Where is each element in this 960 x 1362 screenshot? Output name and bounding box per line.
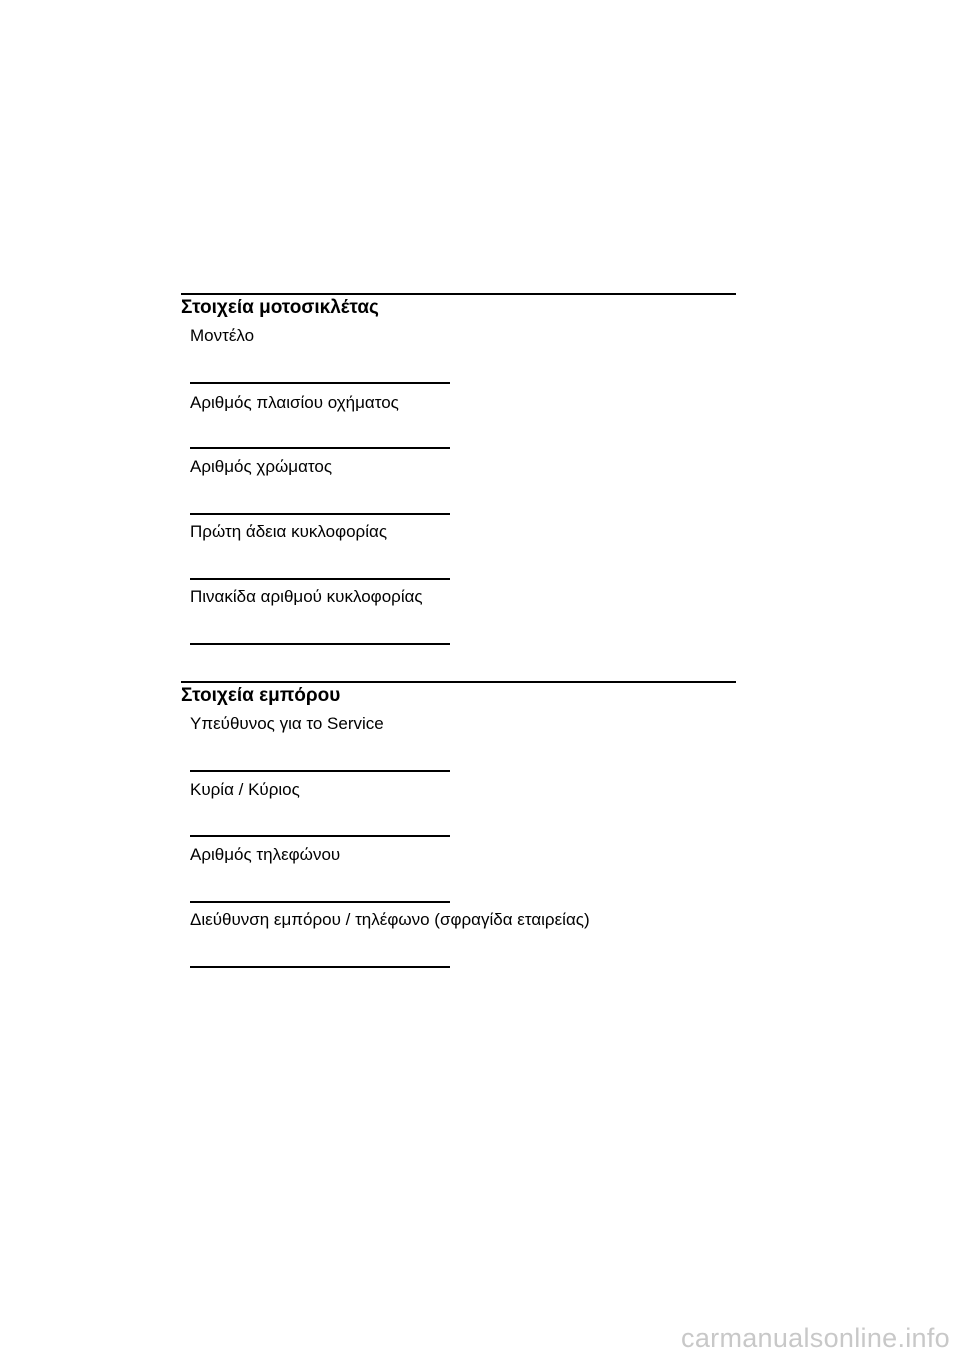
section-divider (181, 681, 736, 683)
field-label-dealer-address: Διεύθυνση εμπόρου / τηλέφωνο (σφραγίδα εταιρείας) (190, 910, 590, 929)
field-salutation (190, 779, 610, 839)
field-service-contact (190, 713, 610, 773)
field-vin (190, 392, 610, 452)
field-input-line-license-plate[interactable] (190, 643, 450, 645)
field-label-service-contact: Υπεύθυνος για το Service (190, 714, 384, 733)
field-label-vin: Αριθμός πλαισίου οχήματος (190, 393, 399, 412)
field-input-line-model[interactable] (190, 382, 450, 384)
field-color-number (190, 456, 610, 516)
field-label-first-registration: Πρώτη άδεια κυκλοφορίας (190, 522, 388, 541)
field-first-registration (190, 521, 610, 581)
field-input-line-vin[interactable] (190, 447, 450, 449)
field-input-line-salutation[interactable] (190, 835, 450, 837)
field-label-model: Μοντέλο (190, 326, 255, 345)
field-dealer-address (190, 909, 610, 969)
section-title-motorcycle: Στοιχεία μοτοσικλέτας (181, 297, 379, 318)
field-model (190, 325, 610, 385)
field-phone-number (190, 844, 610, 904)
field-label-license-plate: Πινακίδα αριθμού κυκλοφορίας (190, 587, 423, 606)
field-input-line-dealer-address[interactable] (190, 966, 450, 968)
motorcycle-details-section (181, 293, 736, 653)
field-input-line-service-contact[interactable] (190, 770, 450, 772)
field-license-plate (190, 586, 610, 646)
watermark-text: carmanualsonline.info (681, 1323, 950, 1353)
field-label-salutation: Κυρία / Κύριος (190, 780, 300, 799)
section-divider (181, 293, 736, 295)
field-input-line-color-number[interactable] (190, 513, 450, 515)
field-input-line-phone-number[interactable] (190, 901, 450, 903)
field-label-phone-number: Αριθμός τηλεφώνου (190, 845, 341, 864)
field-input-line-first-registration[interactable] (190, 578, 450, 580)
field-label-color-number: Αριθμός χρώματος (190, 457, 333, 476)
section-title-dealer: Στοιχεία εμπόρου (181, 685, 341, 706)
dealer-details-section (181, 681, 736, 981)
